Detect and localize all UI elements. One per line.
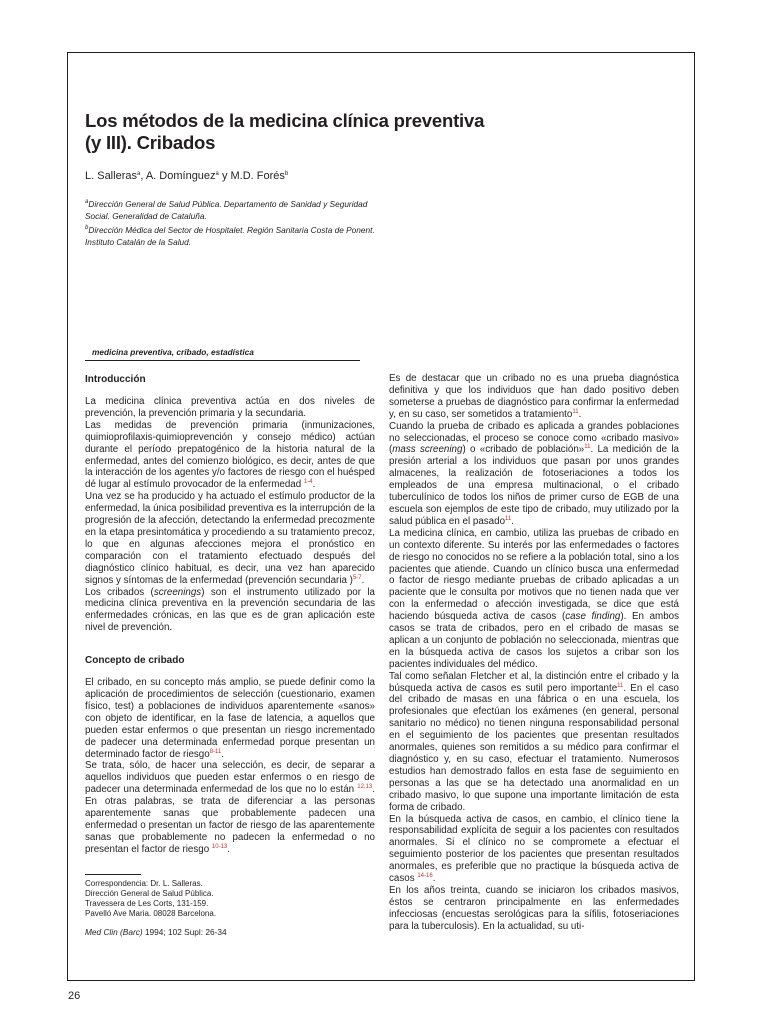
paragraph-text: . En otras palabras, se trata de diferenciar a las personas aparentemente sanas que probablemente padecen una enfermedad o presentan un factor de riesgo de las aparentemente sanas que probablemente no padecen la enfermedad o no presentan el factor de riesgo: [85, 784, 375, 855]
author-separator: y: [218, 170, 231, 182]
correspondence-line: Dirección General de Salud Pública.: [85, 888, 214, 898]
right-column: [389, 373, 679, 933]
paragraph-text: Los cribados (: [85, 586, 154, 598]
paragraph-text: El cribado, en su concepto más amplio, se puede definir como la aplicación de procedimientos de selección (cuestionario, examen físico, test) a poblaciones de individuos aparentemente «sanos» con objeto de identificar, en la fase de latencia, a aquellos que pueden estar enfermos o que presentan un riesgo incrementado de padecer una determinada enfermedad porque presentan un determinado factor de riesgo: [85, 677, 375, 760]
paragraph: Se trata, sólo, de hacer una selección, es decir, de separar a aquellos individuos que pueden estar enfermos o en riesgo de padecer una determinada enfermedad de los que no lo están $^{12,13}$. En otras palabras, se trata de diferenciar a las personas aparentemente sanas que probablemente padecen una enfermedad o presentan un factor de riesgo de las aparentemente sanas que probablemente no padecen la enfermedad o no presentan el factor de riesgo $^{10-13}$.: [85, 760, 375, 855]
citation-ref: 5-7: [352, 574, 362, 581]
paragraph-text: En la búsqueda activa de casos, en cambio, el clínico tiene la responsabilidad explícita de seguir a los pacientes con resultados anormales. Si el clínico no se compromete a efectuar el seguimiento posterior de los pacientes que presentan resultados anormales, es preferible que no practique la búsqueda activa de casos: [389, 813, 679, 885]
affiliation-text: Dirección Médica del Sector de Hospitalet. Región Sanitaria Costa de Ponent. Instituto Catalán de la Salud.: [85, 225, 375, 247]
paragraph: Cuando la prueba de cribado es aplicada a grandes poblaciones no seleccionadas, el proceso se conoce como «cribado masivo» (mass screening) o «cribado de población»$^{11}$. La medición de la presión arterial a los individuos que pasan por unos grandes almacenes, la realización de fotoseriaciones a todos los empleados de una empresa multinacional, o el cribado tuberculínico de todos los niños de primer curso de EGB de una escuela son ejemplos de este tipo de cribado, muy utilizado por la salud pública en el pasado$^{11}$.: [389, 420, 680, 527]
paragraph-text: Es de destacar que un cribado no es una prueba diagnóstica definitiva y que los individuos que han dado positivo deben someterse a pruebas de diagnóstico para confirmar la enfermedad y, en su caso, ser sometidos a tratamiento: [389, 373, 679, 420]
paragraph-text: La medicina clínica, en cambio, utiliza las pruebas de cribado en un contexto diferente. Su interés por las enfermedades o factores de riesgo no conocidos no se refiere a la población total, sino a los pacientes que atiende. Cuando un clínico busca una enfermedad o factor de riesgo mediante pruebas de cribado aplicadas a un paciente que le consulta por motivos que no tienen nada que ver con la enfermedad o afección investigada, se dice que está haciendo búsqueda activa de casos (: [389, 527, 679, 623]
emphasis-text: case finding: [565, 611, 621, 623]
paragraph: El cribado, en su concepto más amplio, se puede definir como la aplicación de procedimientos de selección (cuestionario, examen físico, test) a poblaciones de individuos aparentemente «sanos» con objeto de identificar, en la fase de latencia, a aquellos que pueden estar enfermos o que presentan un riesgo incrementado de padecer una determinada enfermedad porque presentan un determinado factor de riesgo$^{8-11}$.: [85, 677, 375, 760]
paragraph-text: Una vez se ha producido y ha actuado el estímulo productor de la enfermedad, la única posibilidad preventiva es la interrupción de la progresión de la afección, detectando la enfermedad precozmente en la etapa presintomática y procediendo a su tratamiento precoz, lo que en algunas afecciones mejora el pronóstico en comparación con el tratamiento efectuado después del diagnóstico clínico habitual, es decir, una vez han aparecido signos y síntomas de la enfermedad (prevención secundaria ): [85, 491, 375, 586]
citation-ref: 11: [584, 444, 591, 451]
article-title: Los métodos de la medicina clínica preventiva (y III). Cribados: [85, 110, 485, 153]
footnote-divider: [85, 874, 141, 875]
paragraph: La medicina clínica preventiva actúa en dos niveles de prevención, la prevención primaria y la secundaria.: [85, 396, 375, 419]
citation-ref: 11: [572, 408, 579, 415]
paragraph-text: . En el caso del cribado de masas en una fábrica o en una escuela, los profesionales que efectúan los exámenes (en general, personal sanitario no médico) no tienen ninguna responsabilidad personal en el seguimiento de los pacientes que presentan resultados anormales, quienes son remitidos a su médico para confirmar el diagnóstico y, en su caso, efectuar el tratamiento. Numerosos estudios han demostrado fallos en esta fase de seguimiento en personas a las que se ha detectado una anormalidad en un cribado masivo, lo que supone una importante limitación de esta forma de cribado.: [389, 682, 679, 813]
paragraph-text: Se trata, sólo, de hacer una selección, es decir, de separar a aquellos individuos que pueden estar enfermos o en riesgo de padecer una determinada enfermedad de los que no lo están: [85, 760, 375, 796]
author-list: [85, 167, 288, 183]
page-number: 26: [68, 990, 81, 1002]
affiliation-mark: a: [85, 199, 89, 205]
correspondence-line: Correspondencia: Dr. L. Salleras.: [85, 878, 203, 888]
correspondence-line: Pavelló Ave Maria. 08028 Barcelona.: [85, 908, 217, 918]
paragraph: [389, 528, 679, 671]
paragraph-text: ) son el instrumento utilizado por la medicina clínica preventiva en la prevención secundaria de las enfermedades crónicas, en las que es de gran aplicación este nivel de prevención.: [85, 586, 375, 634]
affiliation-item: [85, 196, 375, 222]
keywords-divider: [85, 360, 360, 361]
paragraph-text: Cuando la prueba de cribado es aplicada a grandes poblaciones no seleccionadas, el proceso se conoce como «cribado masivo» (: [389, 420, 679, 456]
citation-ref: 12,13: [357, 784, 373, 791]
journal-name: Med Clin (Barc): [85, 926, 143, 937]
paragraph: Es de destacar que un cribado no es una prueba diagnóstica definitiva y que los individuos que han dado positivo deben someterse a pruebas de diagnóstico para confirmar la enfermedad y, en su caso, ser sometidos a tratamiento$^{11}$.: [389, 373, 679, 420]
paragraph: Una vez se ha producido y ha actuado el estímulo productor de la enfermedad, la única posibilidad preventiva es la interrupción de la progresión de la afección, detectando la enfermedad precozmente en la etapa presintomática y procediendo a su tratamiento precoz, lo que en algunas afecciones mejora el pronóstico en comparación con el tratamiento efectuado después del diagnóstico clínico habitual, es decir, una vez han aparecido signos y síntomas de la enfermedad (prevención secundaria )$^{5-7}$.: [85, 491, 375, 586]
author-affiliation-mark: a: [215, 171, 219, 177]
keywords: medicina preventiva, cribado, estadística: [92, 347, 254, 357]
journal-volume: 1994; 102 Supl: 26-34: [142, 926, 227, 937]
emphasis-text: screenings: [153, 586, 202, 598]
citation-ref: 11: [505, 515, 512, 522]
paragraph: [389, 671, 679, 814]
paragraph: En la búsqueda activa de casos, en cambio, el clínico tiene la responsabilidad explícita de seguir a los pacientes con resultados anormales. Si el clínico no se compromete a efectuar el seguimiento posterior de los pacientes que presentan resultados anormales, es preferible que no practique la búsqueda activa de casos $^{14-16}$.: [389, 813, 679, 885]
paragraph: [85, 587, 375, 635]
paragraph-text: Las medidas de prevención primaria (inmunizaciones, quimioprofilaxis-quimioprevención y consejo médico) actúan durante el período prepatogénico de la historia natural de la enfermedad, antes del comienzo biológico, es decir, antes de que la interacción de los agentes y/o factores de riesgo con el huésped dé lugar al estímulo provocador de la enfermedad: [85, 419, 375, 491]
correspondence-line: Travessera de Les Corts, 131-159.: [85, 898, 209, 908]
section-heading-concepto: Concepto de cribado: [85, 655, 185, 667]
affiliation-mark: b: [85, 225, 89, 231]
citation-ref: 8-11: [209, 748, 222, 755]
paragraph-text: ). En ambos casos se trata de cribados, pero en el cribado de masas se aplican a un conjunto de población no seleccionada, mientras que en la búsqueda activa de casos los sujetos a cribar son los pacientes individuales del médico.: [389, 611, 679, 670]
author-name: M.D. Forés: [230, 170, 285, 182]
paragraph-text: ) o «cribado de población»: [462, 444, 585, 456]
section-heading-introduccion: Introducción: [85, 374, 146, 385]
author-separator: ,: [140, 170, 146, 182]
author-affiliation-mark: b: [284, 171, 289, 177]
author-affiliation-mark: a: [136, 171, 141, 177]
paragraph-text: . La medición de la presión arterial a los individuos que pasan por unos grandes almacenes, la realización de fotoseriaciones a todos los empleados de una empresa multinacional, o el cribado tuberculínico de todos los niños de primer curso de EGB de una escuela son ejemplos de este tipo de cribado, muy utilizado por la salud pública en el pasado: [389, 444, 680, 527]
paragraph: En los años treinta, cuando se iniciaron los cribados masivos, éstos se centraron principalmente en las enfermedades infecciosas (encuestas serológicas para la sífilis, fotoseriaciones para la tuberculosis). En la actualidad, su uti-: [389, 884, 679, 932]
citation-ref: 14-16: [417, 873, 433, 880]
author-name: A. Domínguez: [145, 170, 216, 182]
citation-ref: 11: [617, 682, 624, 689]
affiliation-text: Dirección General de Salud Pública. Departamento de Sanidad y Seguridad Social. Generalidad de Cataluña.: [85, 199, 368, 221]
affiliation-item: [85, 222, 375, 248]
emphasis-text: mass screening: [392, 444, 463, 456]
journal-citation: [85, 927, 375, 939]
paragraph: Las medidas de prevención primaria (inmunizaciones, quimioprofilaxis-quimioprevención y consejo médico) actúan durante el período prepatogénico de la historia natural de la enfermedad, antes del comienzo biológico, es decir, antes de que la interacción de los agentes y/o factores de riesgo con el huésped dé lugar al estímulo provocador de la enfermedad $^{1-4}$.: [85, 419, 375, 491]
paragraph-text: Tal como señalan Fletcher et al, la distinción entre el cribado y la búsqueda activa de casos es sutil pero importante: [389, 670, 679, 694]
affiliations: [85, 196, 375, 248]
citation-ref: 1-4: [303, 479, 313, 486]
citation-ref: 10-13: [211, 843, 228, 850]
author-name: L. Salleras: [85, 170, 137, 182]
left-column: [85, 373, 375, 939]
